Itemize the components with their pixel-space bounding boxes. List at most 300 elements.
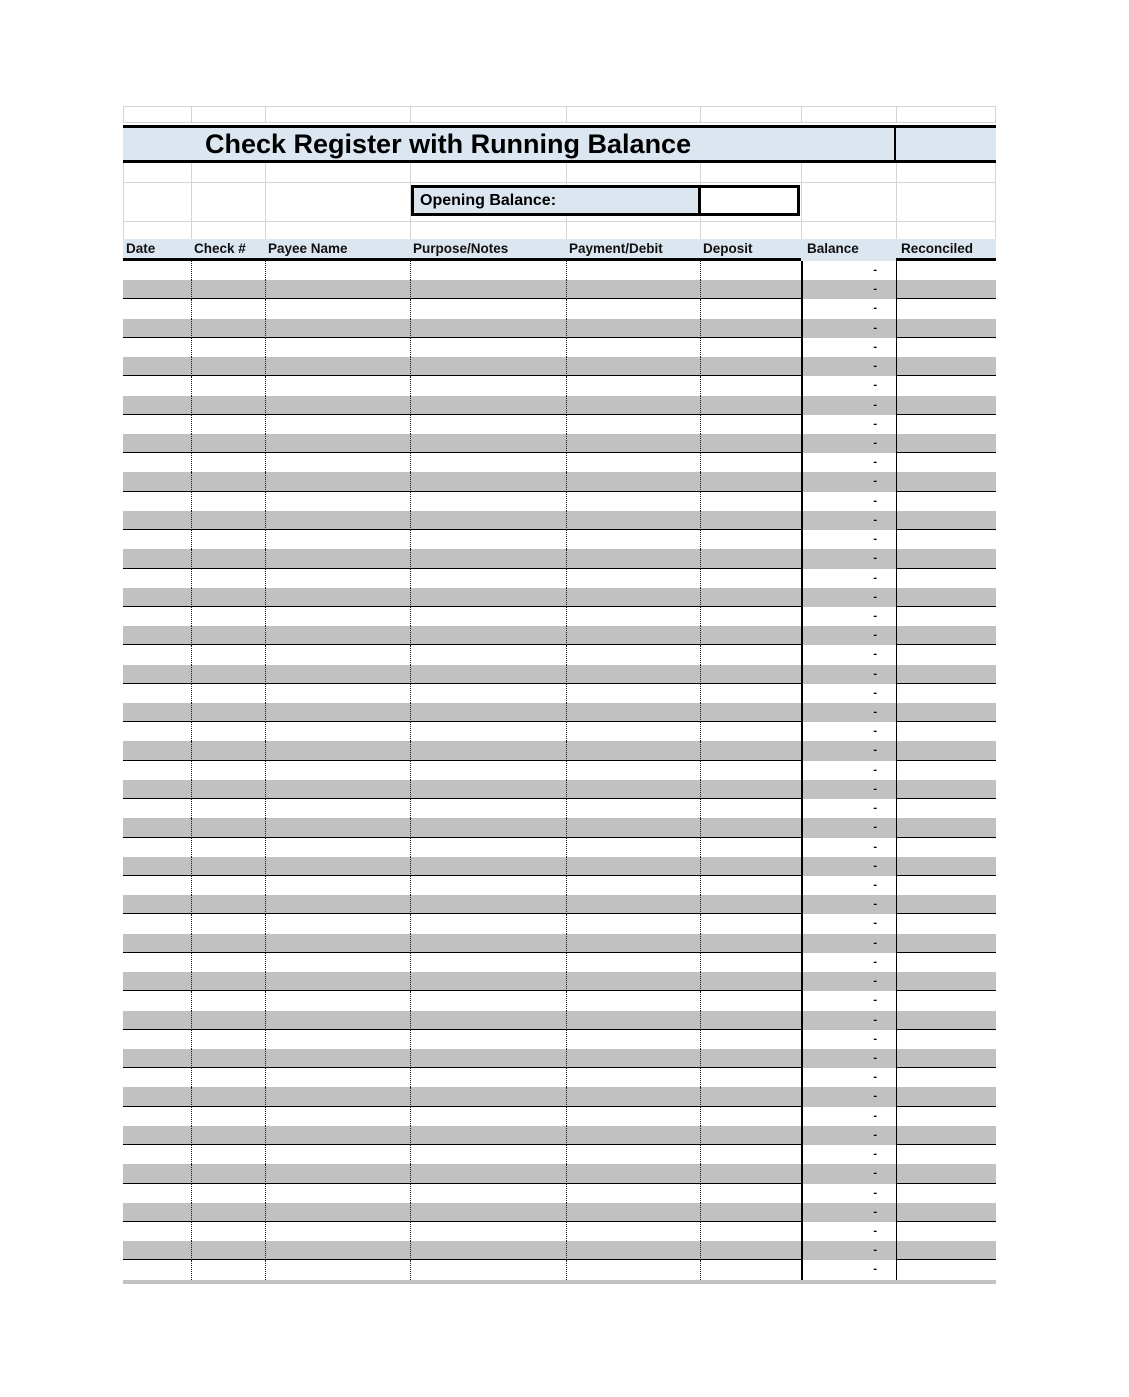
entry-cell[interactable] (265, 1241, 410, 1260)
entry-cell[interactable] (410, 780, 566, 799)
entry-cell[interactable] (123, 549, 191, 568)
entry-cell[interactable] (123, 665, 191, 684)
entry-cell[interactable] (191, 857, 265, 876)
entry-cell[interactable] (700, 280, 801, 299)
entry-cell[interactable] (896, 741, 996, 760)
entry-cell[interactable] (566, 492, 700, 511)
entry-cell[interactable] (265, 549, 410, 568)
entry-cell[interactable] (123, 376, 191, 395)
entry-cell[interactable] (191, 684, 265, 703)
entry-cell[interactable] (123, 1087, 191, 1106)
entry-cell[interactable] (566, 1087, 700, 1106)
entry-cell[interactable] (566, 280, 700, 299)
entry-cell[interactable] (896, 991, 996, 1010)
entry-cell[interactable] (123, 1068, 191, 1087)
entry-cell[interactable] (410, 914, 566, 933)
entry-cell[interactable] (265, 338, 410, 357)
entry-cell[interactable] (566, 1260, 700, 1279)
entry-cell[interactable] (265, 953, 410, 972)
entry-cell[interactable] (566, 722, 700, 741)
entry-cell[interactable] (896, 722, 996, 741)
entry-cell[interactable] (700, 319, 801, 338)
entry-cell[interactable] (566, 549, 700, 568)
entry-cell[interactable] (410, 626, 566, 645)
entry-cell[interactable] (265, 1222, 410, 1241)
entry-cell[interactable] (566, 991, 700, 1010)
entry-cell[interactable] (700, 876, 801, 895)
entry-cell[interactable] (700, 934, 801, 953)
entry-cell[interactable] (265, 761, 410, 780)
entry-cell[interactable] (191, 626, 265, 645)
entry-cell[interactable] (123, 607, 191, 626)
entry-cell[interactable] (896, 1030, 996, 1049)
entry-cell[interactable] (191, 780, 265, 799)
entry-cell[interactable] (410, 934, 566, 953)
entry-cell[interactable] (191, 415, 265, 434)
entry-cell[interactable] (265, 588, 410, 607)
entry-cell[interactable] (896, 1087, 996, 1106)
entry-cell[interactable] (566, 761, 700, 780)
entry-cell[interactable] (191, 280, 265, 299)
entry-cell[interactable] (123, 472, 191, 491)
entry-cell[interactable] (410, 261, 566, 280)
entry-cell[interactable] (265, 453, 410, 472)
entry-cell[interactable] (410, 338, 566, 357)
entry-cell[interactable] (410, 472, 566, 491)
entry-cell[interactable] (566, 741, 700, 760)
entry-cell[interactable] (123, 838, 191, 857)
entry-cell[interactable] (566, 338, 700, 357)
entry-cell[interactable] (410, 492, 566, 511)
entry-cell[interactable] (566, 1049, 700, 1068)
entry-cell[interactable] (191, 1260, 265, 1279)
entry-cell[interactable] (896, 703, 996, 722)
entry-cell[interactable] (896, 472, 996, 491)
entry-cell[interactable] (896, 761, 996, 780)
entry-cell[interactable] (191, 761, 265, 780)
entry-cell[interactable] (566, 607, 700, 626)
entry-cell[interactable] (700, 588, 801, 607)
entry-cell[interactable] (265, 1184, 410, 1203)
entry-cell[interactable] (410, 376, 566, 395)
entry-cell[interactable] (566, 914, 700, 933)
entry-cell[interactable] (700, 761, 801, 780)
entry-cell[interactable] (123, 722, 191, 741)
entry-cell[interactable] (123, 261, 191, 280)
entry-cell[interactable] (265, 818, 410, 837)
entry-cell[interactable] (410, 1030, 566, 1049)
entry-cell[interactable] (896, 914, 996, 933)
entry-cell[interactable] (123, 569, 191, 588)
entry-cell[interactable] (265, 396, 410, 415)
entry-cell[interactable] (566, 799, 700, 818)
entry-cell[interactable] (700, 1126, 801, 1145)
entry-cell[interactable] (700, 953, 801, 972)
entry-cell[interactable] (191, 376, 265, 395)
entry-cell[interactable] (191, 530, 265, 549)
entry-cell[interactable] (566, 838, 700, 857)
entry-cell[interactable] (191, 1164, 265, 1183)
entry-cell[interactable] (700, 569, 801, 588)
entry-cell[interactable] (123, 492, 191, 511)
entry-cell[interactable] (566, 1145, 700, 1164)
entry-cell[interactable] (410, 857, 566, 876)
entry-cell[interactable] (896, 953, 996, 972)
entry-cell[interactable] (896, 549, 996, 568)
entry-cell[interactable] (191, 665, 265, 684)
entry-cell[interactable] (123, 530, 191, 549)
entry-cell[interactable] (410, 1011, 566, 1030)
entry-cell[interactable] (265, 1087, 410, 1106)
entry-cell[interactable] (265, 1203, 410, 1222)
entry-cell[interactable] (191, 741, 265, 760)
entry-cell[interactable] (896, 1222, 996, 1241)
entry-cell[interactable] (410, 703, 566, 722)
entry-cell[interactable] (123, 1126, 191, 1145)
entry-cell[interactable] (566, 1068, 700, 1087)
entry-cell[interactable] (700, 780, 801, 799)
entry-cell[interactable] (566, 357, 700, 376)
entry-cell[interactable] (191, 492, 265, 511)
entry-cell[interactable] (700, 376, 801, 395)
entry-cell[interactable] (410, 1126, 566, 1145)
entry-cell[interactable] (700, 991, 801, 1010)
entry-cell[interactable] (123, 1222, 191, 1241)
entry-cell[interactable] (265, 876, 410, 895)
entry-cell[interactable] (410, 569, 566, 588)
entry-cell[interactable] (123, 434, 191, 453)
entry-cell[interactable] (700, 607, 801, 626)
entry-cell[interactable] (191, 1030, 265, 1049)
entry-cell[interactable] (191, 511, 265, 530)
entry-cell[interactable] (566, 569, 700, 588)
entry-cell[interactable] (566, 1184, 700, 1203)
entry-cell[interactable] (191, 914, 265, 933)
entry-cell[interactable] (896, 376, 996, 395)
entry-cell[interactable] (410, 280, 566, 299)
entry-cell[interactable] (123, 953, 191, 972)
entry-cell[interactable] (700, 1241, 801, 1260)
entry-cell[interactable] (700, 261, 801, 280)
entry-cell[interactable] (123, 818, 191, 837)
entry-cell[interactable] (700, 1049, 801, 1068)
entry-cell[interactable] (700, 1087, 801, 1106)
entry-cell[interactable] (896, 857, 996, 876)
entry-cell[interactable] (410, 1049, 566, 1068)
entry-cell[interactable] (410, 588, 566, 607)
entry-cell[interactable] (700, 1068, 801, 1087)
entry-cell[interactable] (410, 1068, 566, 1087)
entry-cell[interactable] (410, 511, 566, 530)
entry-cell[interactable] (123, 1107, 191, 1126)
entry-cell[interactable] (410, 991, 566, 1010)
entry-cell[interactable] (265, 895, 410, 914)
entry-cell[interactable] (566, 703, 700, 722)
entry-cell[interactable] (566, 415, 700, 434)
entry-cell[interactable] (265, 1145, 410, 1164)
entry-cell[interactable] (410, 665, 566, 684)
entry-cell[interactable] (410, 415, 566, 434)
entry-cell[interactable] (566, 1030, 700, 1049)
entry-cell[interactable] (566, 1241, 700, 1260)
entry-cell[interactable] (896, 1241, 996, 1260)
entry-cell[interactable] (700, 1107, 801, 1126)
entry-cell[interactable] (896, 934, 996, 953)
entry-cell[interactable] (123, 645, 191, 664)
entry-cell[interactable] (410, 761, 566, 780)
entry-cell[interactable] (191, 722, 265, 741)
entry-cell[interactable] (123, 280, 191, 299)
entry-cell[interactable] (123, 934, 191, 953)
entry-cell[interactable] (265, 914, 410, 933)
entry-cell[interactable] (700, 357, 801, 376)
entry-cell[interactable] (123, 1184, 191, 1203)
entry-cell[interactable] (896, 665, 996, 684)
entry-cell[interactable] (896, 1203, 996, 1222)
entry-cell[interactable] (265, 415, 410, 434)
entry-cell[interactable] (896, 645, 996, 664)
entry-cell[interactable] (265, 934, 410, 953)
entry-cell[interactable] (123, 684, 191, 703)
entry-cell[interactable] (700, 1222, 801, 1241)
entry-cell[interactable] (123, 1203, 191, 1222)
entry-cell[interactable] (123, 780, 191, 799)
entry-cell[interactable] (566, 1011, 700, 1030)
entry-cell[interactable] (265, 569, 410, 588)
entry-cell[interactable] (700, 972, 801, 991)
entry-cell[interactable] (265, 1126, 410, 1145)
entry-cell[interactable] (191, 1126, 265, 1145)
entry-cell[interactable] (896, 626, 996, 645)
entry-cell[interactable] (410, 1107, 566, 1126)
entry-cell[interactable] (191, 953, 265, 972)
entry-cell[interactable] (265, 1030, 410, 1049)
entry-cell[interactable] (410, 838, 566, 857)
entry-cell[interactable] (191, 1068, 265, 1087)
entry-cell[interactable] (896, 607, 996, 626)
entry-cell[interactable] (896, 415, 996, 434)
entry-cell[interactable] (191, 1241, 265, 1260)
entry-cell[interactable] (191, 607, 265, 626)
entry-cell[interactable] (566, 780, 700, 799)
entry-cell[interactable] (700, 741, 801, 760)
entry-cell[interactable] (410, 434, 566, 453)
entry-cell[interactable] (265, 299, 410, 318)
entry-cell[interactable] (700, 1030, 801, 1049)
entry-cell[interactable] (410, 357, 566, 376)
entry-cell[interactable] (566, 895, 700, 914)
entry-cell[interactable] (700, 415, 801, 434)
entry-cell[interactable] (700, 511, 801, 530)
entry-cell[interactable] (700, 722, 801, 741)
entry-cell[interactable] (123, 799, 191, 818)
entry-cell[interactable] (191, 1107, 265, 1126)
entry-cell[interactable] (265, 492, 410, 511)
entry-cell[interactable] (410, 549, 566, 568)
entry-cell[interactable] (896, 1049, 996, 1068)
entry-cell[interactable] (410, 607, 566, 626)
entry-cell[interactable] (566, 434, 700, 453)
entry-cell[interactable] (265, 1049, 410, 1068)
entry-cell[interactable] (265, 472, 410, 491)
entry-cell[interactable] (265, 511, 410, 530)
entry-cell[interactable] (265, 722, 410, 741)
entry-cell[interactable] (410, 684, 566, 703)
entry-cell[interactable] (123, 511, 191, 530)
entry-cell[interactable] (700, 492, 801, 511)
entry-cell[interactable] (410, 1087, 566, 1106)
entry-cell[interactable] (191, 703, 265, 722)
entry-cell[interactable] (265, 607, 410, 626)
entry-cell[interactable] (700, 626, 801, 645)
entry-cell[interactable] (896, 1107, 996, 1126)
entry-cell[interactable] (566, 588, 700, 607)
entry-cell[interactable] (410, 396, 566, 415)
entry-cell[interactable] (123, 1260, 191, 1279)
entry-cell[interactable] (896, 1145, 996, 1164)
entry-cell[interactable] (191, 818, 265, 837)
entry-cell[interactable] (566, 665, 700, 684)
entry-cell[interactable] (700, 665, 801, 684)
entry-cell[interactable] (410, 799, 566, 818)
entry-cell[interactable] (566, 972, 700, 991)
entry-cell[interactable] (896, 299, 996, 318)
entry-cell[interactable] (700, 838, 801, 857)
entry-cell[interactable] (700, 472, 801, 491)
entry-cell[interactable] (896, 818, 996, 837)
entry-cell[interactable] (700, 645, 801, 664)
entry-cell[interactable] (265, 1260, 410, 1279)
entry-cell[interactable] (191, 549, 265, 568)
entry-cell[interactable] (700, 857, 801, 876)
entry-cell[interactable] (700, 818, 801, 837)
entry-cell[interactable] (191, 569, 265, 588)
entry-cell[interactable] (566, 626, 700, 645)
entry-cell[interactable] (191, 1203, 265, 1222)
entry-cell[interactable] (700, 703, 801, 722)
entry-cell[interactable] (265, 741, 410, 760)
entry-cell[interactable] (265, 1164, 410, 1183)
entry-cell[interactable] (700, 895, 801, 914)
entry-cell[interactable] (896, 453, 996, 472)
entry-cell[interactable] (410, 1260, 566, 1279)
entry-cell[interactable] (191, 357, 265, 376)
entry-cell[interactable] (410, 876, 566, 895)
entry-cell[interactable] (191, 319, 265, 338)
entry-cell[interactable] (191, 1145, 265, 1164)
entry-cell[interactable] (566, 376, 700, 395)
entry-cell[interactable] (191, 895, 265, 914)
entry-cell[interactable] (123, 1241, 191, 1260)
entry-cell[interactable] (896, 261, 996, 280)
entry-cell[interactable] (896, 569, 996, 588)
entry-cell[interactable] (896, 780, 996, 799)
entry-cell[interactable] (123, 991, 191, 1010)
entry-cell[interactable] (410, 530, 566, 549)
entry-cell[interactable] (265, 280, 410, 299)
entry-cell[interactable] (566, 1126, 700, 1145)
entry-cell[interactable] (123, 338, 191, 357)
entry-cell[interactable] (700, 684, 801, 703)
entry-cell[interactable] (410, 453, 566, 472)
entry-cell[interactable] (896, 319, 996, 338)
entry-cell[interactable] (123, 626, 191, 645)
entry-cell[interactable] (896, 434, 996, 453)
entry-cell[interactable] (566, 261, 700, 280)
entry-cell[interactable] (410, 972, 566, 991)
entry-cell[interactable] (123, 1164, 191, 1183)
entry-cell[interactable] (191, 1087, 265, 1106)
entry-cell[interactable] (700, 1145, 801, 1164)
entry-cell[interactable] (123, 357, 191, 376)
entry-cell[interactable] (410, 818, 566, 837)
entry-cell[interactable] (191, 1049, 265, 1068)
entry-cell[interactable] (896, 280, 996, 299)
entry-cell[interactable] (123, 741, 191, 760)
entry-cell[interactable] (566, 645, 700, 664)
entry-cell[interactable] (265, 972, 410, 991)
entry-cell[interactable] (191, 876, 265, 895)
entry-cell[interactable] (700, 453, 801, 472)
entry-cell[interactable] (700, 396, 801, 415)
entry-cell[interactable] (896, 511, 996, 530)
entry-cell[interactable] (191, 1184, 265, 1203)
entry-cell[interactable] (896, 396, 996, 415)
entry-cell[interactable] (123, 857, 191, 876)
entry-cell[interactable] (265, 1068, 410, 1087)
entry-cell[interactable] (191, 396, 265, 415)
entry-cell[interactable] (265, 261, 410, 280)
entry-cell[interactable] (700, 1011, 801, 1030)
entry-cell[interactable] (896, 588, 996, 607)
entry-cell[interactable] (191, 799, 265, 818)
entry-cell[interactable] (265, 838, 410, 857)
entry-cell[interactable] (265, 703, 410, 722)
entry-cell[interactable] (700, 1203, 801, 1222)
entry-cell[interactable] (191, 338, 265, 357)
entry-cell[interactable] (191, 645, 265, 664)
entry-cell[interactable] (896, 799, 996, 818)
entry-cell[interactable] (566, 511, 700, 530)
entry-cell[interactable] (265, 684, 410, 703)
entry-cell[interactable] (265, 1011, 410, 1030)
entry-cell[interactable] (410, 1164, 566, 1183)
entry-cell[interactable] (191, 991, 265, 1010)
entry-cell[interactable] (700, 338, 801, 357)
entry-cell[interactable] (700, 299, 801, 318)
entry-cell[interactable] (566, 857, 700, 876)
entry-cell[interactable] (896, 684, 996, 703)
entry-cell[interactable] (265, 376, 410, 395)
entry-cell[interactable] (896, 895, 996, 914)
entry-cell[interactable] (265, 1107, 410, 1126)
entry-cell[interactable] (410, 645, 566, 664)
entry-cell[interactable] (123, 703, 191, 722)
entry-cell[interactable] (566, 934, 700, 953)
entry-cell[interactable] (566, 319, 700, 338)
entry-cell[interactable] (123, 1145, 191, 1164)
entry-cell[interactable] (191, 453, 265, 472)
entry-cell[interactable] (123, 396, 191, 415)
entry-cell[interactable] (265, 530, 410, 549)
entry-cell[interactable] (896, 1011, 996, 1030)
entry-cell[interactable] (410, 722, 566, 741)
entry-cell[interactable] (265, 799, 410, 818)
entry-cell[interactable] (896, 357, 996, 376)
entry-cell[interactable] (566, 953, 700, 972)
entry-cell[interactable] (265, 645, 410, 664)
entry-cell[interactable] (896, 1068, 996, 1087)
